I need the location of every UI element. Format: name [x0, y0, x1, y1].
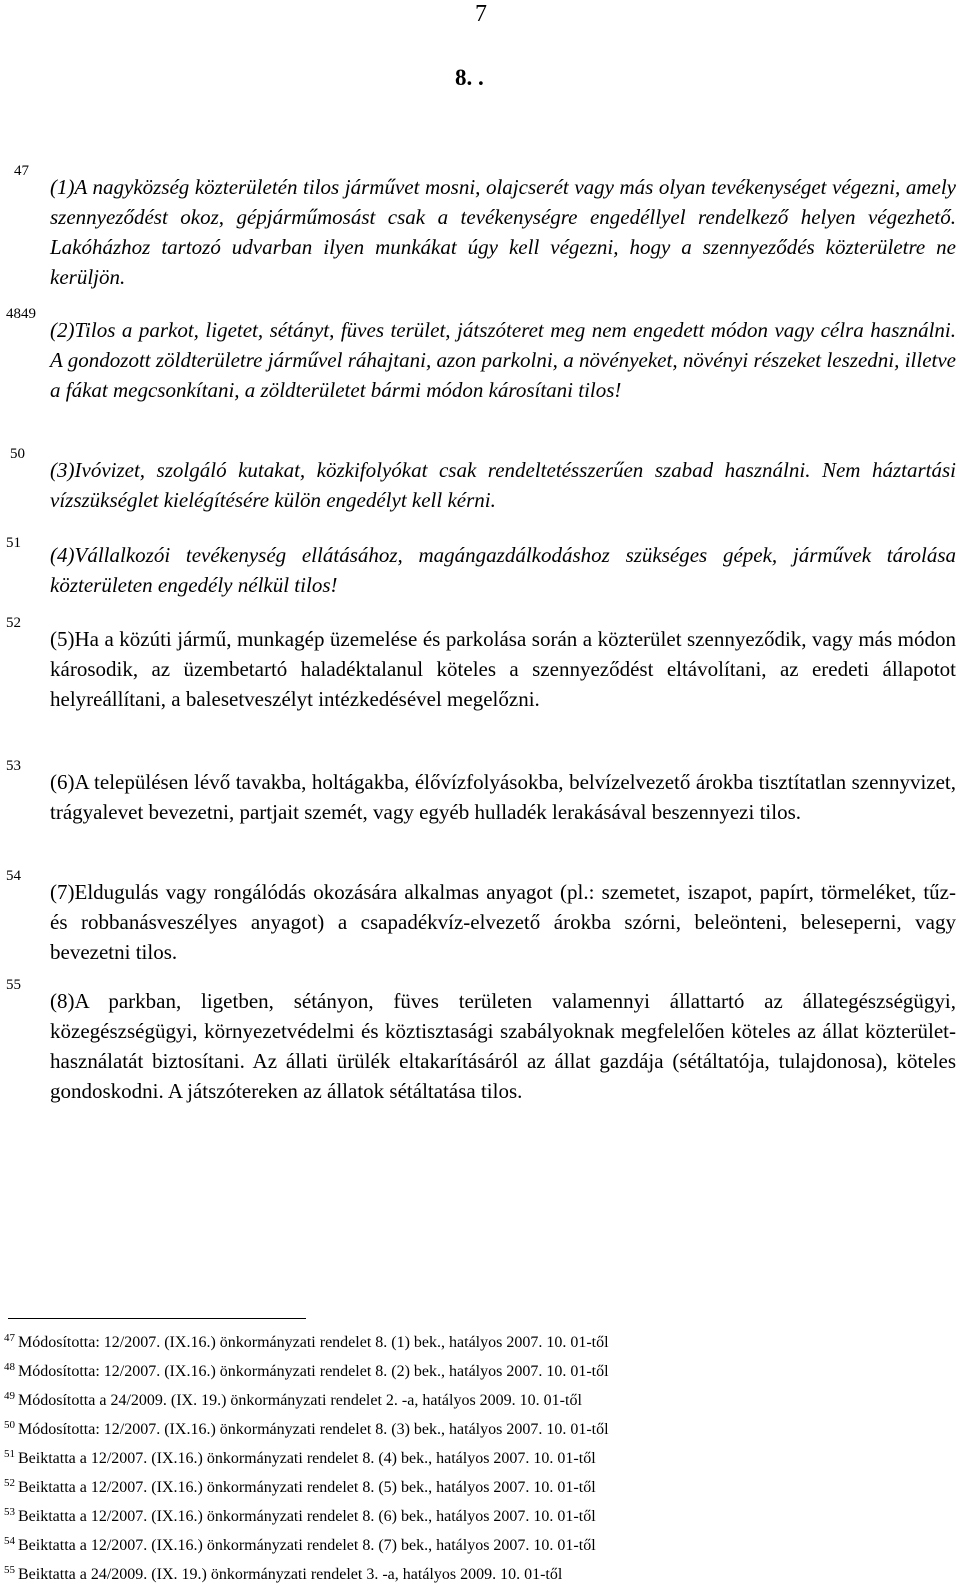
- footnote-text: Módosította: 12/2007. (IX.16.) önkormányzati rendelet 8. (1) bek., hatályos 2007. 10. 01-től: [18, 1334, 609, 1351]
- paragraph-number: (5): [50, 627, 75, 651]
- footnote-text: Módosította: 12/2007. (IX.16.) önkormányzati rendelet 8. (2) bek., hatályos 2007. 10. 01-től: [18, 1363, 609, 1380]
- paragraph-5: [6, 615, 956, 714]
- paragraph-8: [6, 977, 956, 1106]
- paragraph-4: [6, 535, 956, 600]
- footnote-52: [4, 1471, 904, 1500]
- footnote-mark: 52: [6, 615, 21, 631]
- footnote-text: Beiktatta a 12/2007. (IX.16.) önkormányzati rendelet 8. (6) bek., hatályos 2007. 10. 01-től: [18, 1508, 596, 1525]
- footnote-number: 52: [4, 1477, 15, 1489]
- paragraph-number: (1): [50, 175, 75, 199]
- footnote-number: 51: [4, 1448, 15, 1460]
- footnote-51: [4, 1442, 904, 1471]
- footnote-text: Beiktatta a 12/2007. (IX.16.) önkormányzati rendelet 8. (4) bek., hatályos 2007. 10. 01-től: [18, 1450, 596, 1467]
- footnote-53: [4, 1500, 904, 1529]
- footnote-47: [4, 1326, 904, 1355]
- footnote-49: [4, 1384, 904, 1413]
- paragraph-number: (4): [50, 543, 75, 567]
- footnote-number: 54: [4, 1535, 15, 1547]
- section-heading: 8. .: [455, 65, 484, 90]
- paragraph-3: [10, 446, 956, 515]
- footnote-divider: [8, 1318, 306, 1319]
- footnotes: [4, 1326, 904, 1587]
- paragraph-7: [6, 868, 956, 967]
- footnote-mark: 53: [6, 758, 21, 774]
- paragraph-6: [6, 758, 956, 827]
- paragraph-text: A parkban, ligetben, sétányon, füves területen valamennyi állattartó az állategészségügyi, közegészségügyi, környezetvédelmi és köztisztasági szabályoknak megfelelően köteles az állat közterület-használatát biztosítani. Az állati ürülék eltakarításáról az állat gazdája (sétáltatója, tulajdonosa), köteles gondoskodni. A játszótereken az állatok sétáltatása tilos.: [50, 989, 956, 1103]
- footnote-54: [4, 1529, 904, 1558]
- footnote-number: 47: [4, 1332, 15, 1344]
- footnote-55: [4, 1558, 904, 1587]
- footnote-number: 49: [4, 1390, 15, 1402]
- paragraph-number: (6): [50, 770, 75, 794]
- paragraph-text: Vállalkozói tevékenység ellátásához, magángazdálkodáshoz szükséges gépek, járművek tárolása közterületen engedély nélkül tilos!: [50, 543, 956, 597]
- footnote-number: 53: [4, 1506, 15, 1518]
- footnote-text: Módosította: 12/2007. (IX.16.) önkormányzati rendelet 8. (3) bek., hatályos 2007. 10. 01-től: [18, 1421, 609, 1438]
- paragraph-text: A nagyközség közterületén tilos járművet mosni, olajcserét vagy más olyan tevékenységet végezni, amely szennyeződést okoz, gépjárműmosást csak a tevékenységre engedéllyel rendelkező helyen végezhető. Lakóházhoz tartozó udvarban ilyen munkákat úgy kell végezni, hogy a szennyeződés közterületre ne kerüljön.: [50, 175, 956, 289]
- footnote-mark: 4849: [6, 306, 36, 322]
- paragraph-text: Eldugulás vagy rongálódás okozására alkalmas anyagot (pl.: szemetet, iszapot, papírt, törmeléket, tűz- és robbanásveszélyes anyagot) a csapadékvíz-elvezető árokba szórni, beleönteni, beleseperni, vagy bevezetni tilos.: [50, 880, 956, 964]
- footnote-number: 48: [4, 1361, 15, 1373]
- page-number: 7: [475, 1, 487, 27]
- footnote-number: 55: [4, 1564, 15, 1576]
- paragraph-text: Tilos a parkot, ligetet, sétányt, füves terület, játszóteret meg nem engedett módon vagy célra használni. A gondozott zöldterületre járművel ráhajtani, azon parkolni, a növényeket, növényi részeket leszedni, illetve a fákat megcsonkítani, a zöldterületet bármi módon károsítani tilos!: [50, 318, 956, 402]
- footnote-text: Beiktatta a 12/2007. (IX.16.) önkormányzati rendelet 8. (7) bek., hatályos 2007. 10. 01-től: [18, 1537, 596, 1554]
- footnote-number: 50: [4, 1419, 15, 1431]
- paragraph-number: (3): [50, 458, 75, 482]
- paragraph-text: Ha a közúti jármű, munkagép üzemelése és parkolása során a közterület szennyeződik, vagy más módon károsodik, az üzembetartó haladéktalanul köteles a szennyeződést eltávolítani, az eredeti állapotot helyreállítani, a balesetveszélyt intézkedésével megelőzni.: [50, 627, 956, 711]
- footnote-48: [4, 1355, 904, 1384]
- footnote-text: Beiktatta a 12/2007. (IX.16.) önkormányzati rendelet 8. (5) bek., hatályos 2007. 10. 01-től: [18, 1479, 596, 1496]
- footnote-mark: 54: [6, 868, 21, 884]
- footnote-text: Beiktatta a 24/2009. (IX. 19.) önkormányzati rendelet 3. -a, hatályos 2009. 10. 01-től: [18, 1566, 563, 1583]
- footnote-mark: 51: [6, 535, 21, 551]
- footnote-50: [4, 1413, 904, 1442]
- paragraph-text: Ivóvizet, szolgáló kutakat, közkifolyókat csak rendeltetésszerűen szabad használni. Nem háztartási vízszükséglet kielégítésére külön engedélyt kell kérni.: [50, 458, 956, 512]
- paragraph-2: [6, 306, 956, 405]
- footnote-mark: 50: [10, 446, 25, 462]
- paragraph-text: A településen lévő tavakba, holtágakba, élővízfolyásokba, belvízelvezető árokba tisztítatlan szennyvizet, trágyalevet bevezetni, partjait szemét, vagy egyéb hulladék lerakásával beszennyezi tilos.: [50, 770, 956, 824]
- paragraph-number: (2): [50, 318, 75, 342]
- footnote-mark: 47: [14, 163, 29, 179]
- paragraph-number: (8): [50, 989, 75, 1013]
- footnote-mark: 55: [6, 977, 21, 993]
- paragraph-number: (7): [50, 880, 75, 904]
- paragraph-1: [14, 163, 956, 292]
- footnote-text: Módosította a 24/2009. (IX. 19.) önkormányzati rendelet 2. -a, hatályos 2009. 10. 01-től: [18, 1392, 582, 1409]
